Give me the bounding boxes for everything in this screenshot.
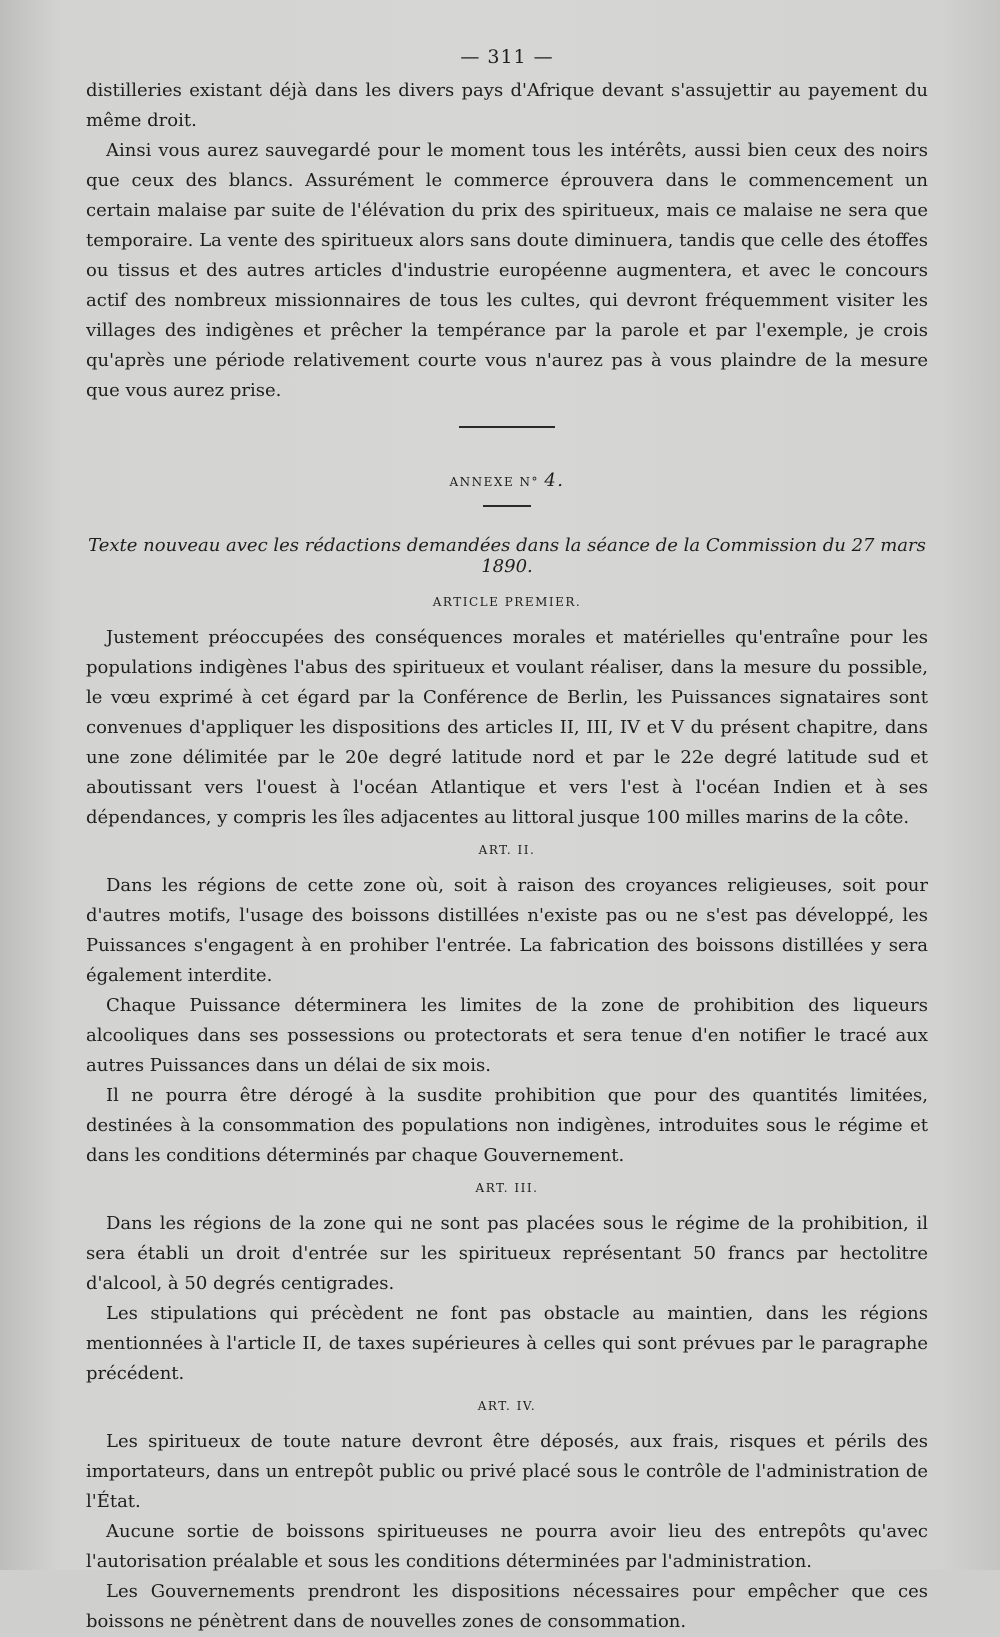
article-2-heading: ART. II. xyxy=(478,843,536,857)
article-3-paragraph-2: Les stipulations qui précèdent ne font pas obstacle au maintien, dans les régions mentionnées à l'article II, de taxes supérieures à celles qui sont prévues par le paragraphe précédent. xyxy=(86,1303,928,1384)
annex-title xyxy=(86,470,928,491)
article-2-paragraph-2: Chaque Puissance déterminera les limites de la zone de prohibition des liqueurs alcooliques dans ses possessions ou protectorats et sera tenue d'en notifier le tracé aux autres Puissances dans un délai de six mois. xyxy=(86,995,928,1076)
article-4-paragraph-3: Les Gouvernements prendront les dispositions nécessaires pour empêcher que ces boissons ne pénètrent dans de nouvelles zones de consommation. xyxy=(86,1581,928,1632)
article-1-paragraph: Justement préoccupées des conséquences morales et matérielles qu'entraîne pour les populations indigènes l'abus des spiritueux et voulant réaliser, dans la mesure du possible, le vœu exprimé à cet égard par la Conférence de Berlin, les Puissances signataires sont convenues d'appliquer les dispositions des articles II, III, IV et V du présent chapitre, dans une zone délimitée par le 20e degré latitude nord et par le 22e degré latitude sud et aboutissant vers l'ouest à l'océan Atlantique et vers l'est à l'océan Indien et à ses dépendances, y compris les îles adjacentes au littoral jusque 100 milles marins de la côte. xyxy=(86,627,928,828)
section-divider xyxy=(459,426,555,428)
article-3-heading: ART. III. xyxy=(475,1181,539,1195)
article-2-paragraph-3: Il ne pourra être dérogé à la susdite prohibition que pour des quantités limitées, destinées à la consommation des populations non indigènes, introduites sous le régime et dans les conditions déterminés par chaque Gouvernement. xyxy=(86,1085,928,1166)
intro-paragraph: Ainsi vous aurez sauvegardé pour le moment tous les intérêts, aussi bien ceux des noirs que ceux des blancs. Assurément le commerce éprouvera dans le commencement un certain malaise par suite de l'élévation du prix des spiritueux, mais ce malaise ne sera que temporaire. La vente des spiritueux alors sans doute diminuera, tandis que celle des étoffes ou tissus et des autres articles d'industrie européenne augmentera, et avec le concours actif des nombreux missionnaires de tous les cultes, qui devront fréquemment visiter les villages des indigènes et prêcher la tempérance par la parole et par l'exemple, je crois qu'après une période relativement courte vous n'aurez pas à vous plaindre de la mesure que vous aurez prise. xyxy=(86,140,928,401)
page-number: — 311 — xyxy=(460,46,554,68)
article-3-paragraph-1: Dans les régions de la zone qui ne sont pas placées sous le régime de la prohibition, il sera établi un droit d'entrée sur les spiritueux représentant 50 francs par hectolitre d'alcool, à 50 degrés centigrades. xyxy=(86,1213,928,1294)
article-2-paragraph-1: Dans les régions de cette zone où, soit à raison des croyances religieuses, soit pour d'autres motifs, l'usage des boissons distillées n'existe pas ou ne s'est pas développé, les Puissances s'engagent à en prohiber l'entrée. La fabrication des boissons distillées y sera également interdite. xyxy=(86,875,928,986)
annex-number: 4. xyxy=(544,470,565,491)
page-content xyxy=(86,46,928,1637)
intro-paragraph-continuation: distilleries existant déjà dans les divers pays d'Afrique devant s'assujettir au payement du même droit. xyxy=(86,80,928,131)
annex-label: ANNEXE N° xyxy=(449,475,540,489)
annex-divider xyxy=(483,505,531,507)
annex-subtitle: Texte nouveau avec les rédactions demandées dans la séance de la Commission du 27 mars 1890. xyxy=(88,535,926,577)
article-1-heading: ARTICLE PREMIER. xyxy=(432,595,582,609)
article-4-heading: ART. IV. xyxy=(477,1399,537,1413)
article-4-paragraph-1: Les spiritueux de toute nature devront être déposés, aux frais, risques et périls des importateurs, dans un entrepôt public ou privé placé sous le contrôle de l'administration de l'État. xyxy=(86,1431,928,1512)
article-4-paragraph-2: Aucune sortie de boissons spiritueuses ne pourra avoir lieu des entrepôts qu'avec l'autorisation préalable et sous les conditions déterminées par l'administration. xyxy=(86,1521,928,1572)
